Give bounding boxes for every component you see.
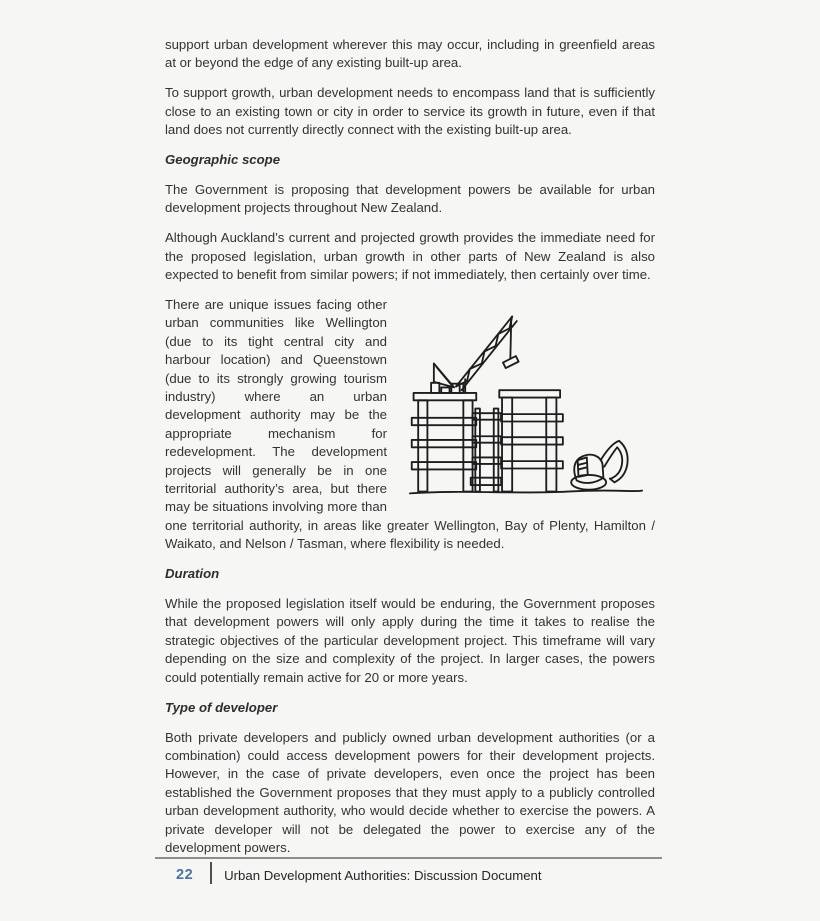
page-number: 22 <box>176 867 194 883</box>
paragraph-type-of-developer: Both private developers and publicly owned urban development authorities (or a combination) could access development powers for their development projects. However, in the case of private developers, even once the project has been established the Government proposes that they must apply to a publicly controlled urban development authority, who would decide whether to exercise the powers. A private developer will not be delegated the power to exercise any of the development powers. <box>165 729 655 855</box>
ground-line <box>410 490 642 493</box>
heading-type-of-developer: Type of developer <box>165 699 278 715</box>
paragraph-duration: While the proposed legislation itself would be enduring, the Government proposes that development powers will only apply during the time it takes to realise the strategic objectives of the particular development project. This timeframe will vary depending on the size and complexity of the project. In larger cases, the powers could potentially remain active for 20 or more years. <box>165 596 655 685</box>
heading-geographic-scope: Geographic scope <box>165 152 281 168</box>
page-content <box>165 0 655 869</box>
heading-duration: Duration <box>165 566 220 582</box>
building-frame-right-icon <box>499 390 563 491</box>
paragraph-unique-issues <box>165 296 655 554</box>
page-footer <box>155 857 662 884</box>
excavator-icon <box>571 441 627 490</box>
tower-crane-icon <box>431 316 519 392</box>
footer-document-title: Urban Development Authorities: Discussion Document <box>224 867 542 883</box>
building-frame-left-icon <box>412 393 477 492</box>
building-frame-middle-icon <box>471 409 501 492</box>
footer-divider <box>210 862 212 884</box>
paragraph-government-proposing: The Government is proposing that development powers be available for urban development projects throughout New Zealand. <box>165 181 655 216</box>
paragraph-although-auckland: Although Auckland’s current and projected growth provides the immediate need for the proposed legislation, urban growth in other parts of New Zealand is also expected to benefit from similar powers; if not immediately, then certainly over time. <box>165 230 655 283</box>
paragraph-unique-issues-text: There are unique issues facing other urban communities like Wellington (due to its tight central city and harbour location) and Queenstown (due to its strongly growing tourism industry) where an urban development authority may be the appropriate mechanism for redevelopment. The development projects will generally be in one territorial authority’s area, but there may be situations involving more than one territorial authority, in areas like greater Wellington, Bay of Plenty, Hamilton / Waikato, and Nelson / Tasman, where flexibility is needed. <box>165 296 655 552</box>
construction-sketch-svg <box>397 298 655 510</box>
paragraph-support-growth: To support growth, urban development needs to encompass land that is sufficiently close to an existing town or city in order to service its growth in future, even if that land does not currently directly connect with the existing built-up area. <box>165 85 655 138</box>
paragraph-intro-continued: support urban development wherever this may occur, including in greenfield areas at or beyond the edge of any existing built-up area. <box>165 37 655 71</box>
construction-sketch-illustration <box>397 298 655 510</box>
